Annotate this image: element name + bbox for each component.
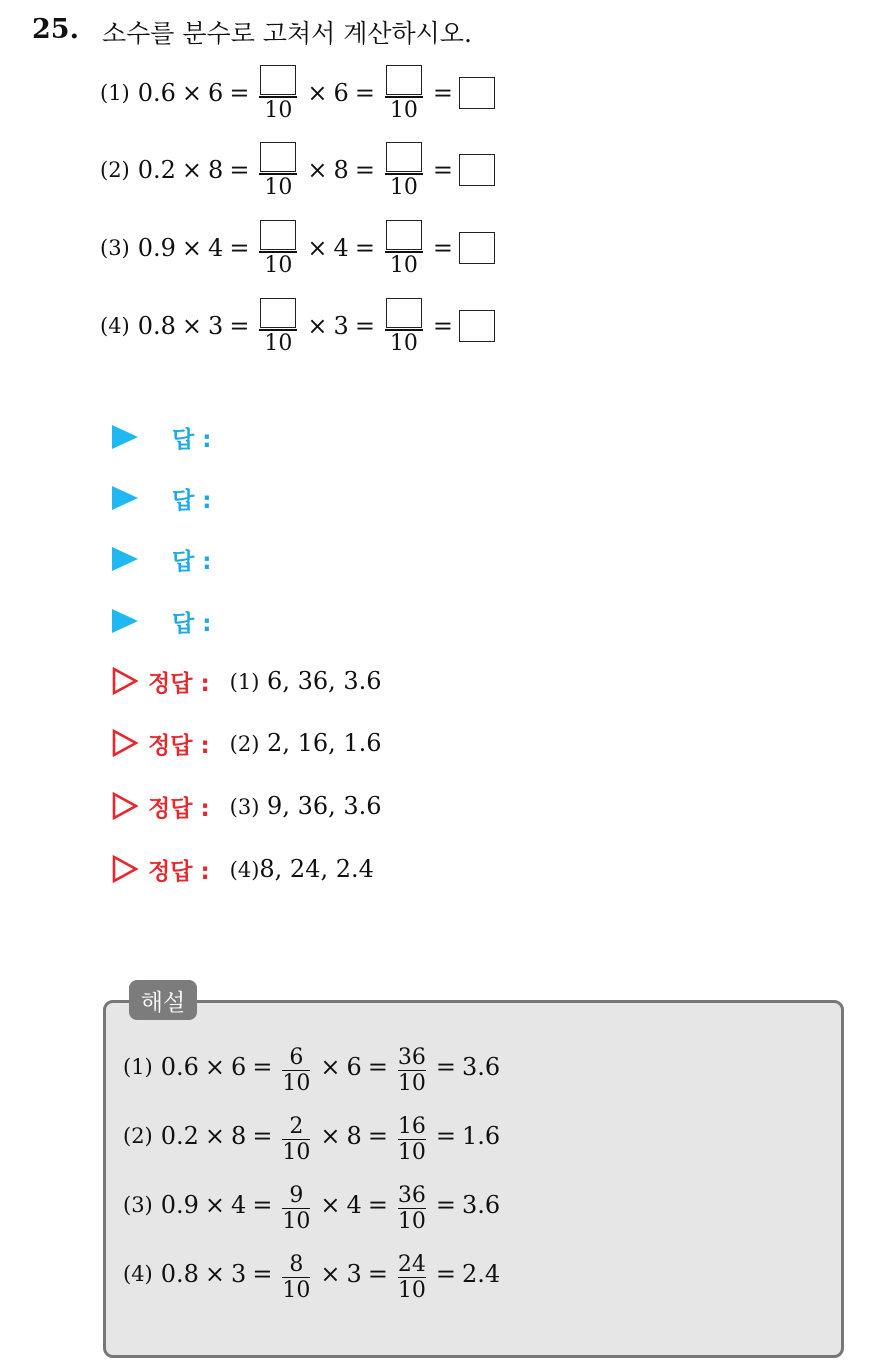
answer-row[interactable] [112,542,211,576]
correct-label: 정답 : [148,732,210,759]
result: 3.6 [462,1053,501,1081]
blank-box[interactable] [260,298,296,328]
problem-4: (4) 0.8 × 3 = 10 × 3 = 10 = [100,291,495,361]
play-triangle-icon [112,547,138,571]
explanation-tag: 해설 [129,980,197,1020]
outline-triangle-icon [112,792,138,820]
answer-label: 답 : [172,548,212,575]
blank-box[interactable] [459,310,495,342]
result: 2.4 [462,1260,501,1288]
fraction: $\frac{24}{10}$ [397,1251,426,1303]
problem-3: (3) 0.9 × 4 = 10 × 4 = 10 = [100,213,495,283]
fraction: $\frac{6}{10}$ [282,1044,311,1096]
fraction: 10 [385,62,423,124]
answer-label: 답 : [172,610,212,637]
outline-triangle-icon [112,729,138,757]
correct-value: 6, 36, 3.6 [267,667,382,695]
decimal: 0.6 [137,79,176,107]
problem-label: (2) [100,158,130,182]
fraction: 10 [259,62,297,124]
fraction: $\frac{9}{10}$ [282,1182,311,1234]
fraction: 10 [259,295,297,357]
result: 3.6 [462,1191,501,1219]
play-triangle-icon [112,486,138,510]
blank-box[interactable] [260,220,296,250]
correct-answer-row: 정답 : (4)8, 24, 2.4 [112,851,374,887]
correct-label: 정답 : [148,858,210,885]
problem-label: (4) [100,314,130,338]
problem-1: (1) 0.6 × 6 = 10 × 6 = 10 = [100,58,495,128]
problem-label: (3) [100,236,130,260]
problem-label: (1) [100,81,130,105]
answer-row[interactable] [112,420,211,454]
fraction: $\frac{36}{10}$ [397,1182,426,1234]
fraction: 10 [259,139,297,201]
factor: 4 [208,234,224,262]
decimal: 0.2 [137,156,176,184]
blank-box[interactable] [260,65,296,95]
blank-box[interactable] [459,154,495,186]
solution-line-2: (2) 0.2 × 8 = $\frac{2}{10}$ × 8 = $\frac{16}{10}$ = 1.6 [123,1102,500,1170]
outline-triangle-icon [112,855,138,883]
fraction: 10 [385,217,423,279]
correct-value: 2, 16, 1.6 [267,729,382,757]
correct-value: 8, 24, 2.4 [259,855,374,883]
solution-line-3: (3) 0.9 × 4 = $\frac{9}{10}$ × 4 = $\frac{36}{10}$ = 3.6 [123,1171,500,1239]
correct-label: 정답 : [148,795,210,822]
problem-2: (2) 0.2 × 8 = 10 × 8 = 10 = [100,135,495,205]
decimal: 0.9 [137,234,176,262]
fraction: $\frac{16}{10}$ [397,1113,426,1165]
correct-answer-row: 정답 : (2) 2, 16, 1.6 [112,725,382,761]
play-triangle-icon [112,425,138,449]
solution-line-1: (1) 0.6 × 6 = $\frac{6}{10}$ × 6 = $\frac{36}{10}$ = 3.6 [123,1033,500,1101]
play-triangle-icon [112,609,138,633]
correct-answer-row: 정답 : (3) 9, 36, 3.6 [112,788,382,824]
correct-answer-row: 정답 : (1) 6, 36, 3.6 [112,663,382,699]
solution-line-4: (4) 0.8 × 3 = $\frac{8}{10}$ × 3 = $\frac{24}{10}$ = 2.4 [123,1240,500,1308]
fraction: $\frac{36}{10}$ [397,1044,426,1096]
blank-box[interactable] [386,298,422,328]
correct-label: 정답 : [148,670,210,697]
outline-triangle-icon [112,667,138,695]
question-text: 소수를 분수로 고쳐서 계산하시오. [102,19,472,48]
blank-box[interactable] [459,77,495,109]
factor: 3 [208,312,224,340]
blank-box[interactable] [260,142,296,172]
answer-row[interactable] [112,481,211,515]
decimal: 0.8 [137,312,176,340]
fraction: 10 [385,139,423,201]
factor: 8 [208,156,224,184]
blank-box[interactable] [386,220,422,250]
answer-label: 답 : [172,426,212,453]
correct-value: 9, 36, 3.6 [267,792,382,820]
blank-box[interactable] [386,142,422,172]
question-number: 25. [32,14,79,45]
blank-box[interactable] [459,232,495,264]
fraction: 10 [259,217,297,279]
fraction: $\frac{2}{10}$ [282,1113,311,1165]
fraction: 10 [385,295,423,357]
answer-row[interactable] [112,604,211,638]
answer-label: 답 : [172,487,212,514]
blank-box[interactable] [386,65,422,95]
fraction: $\frac{8}{10}$ [282,1251,311,1303]
factor: 6 [208,79,224,107]
result: 1.6 [462,1122,501,1150]
